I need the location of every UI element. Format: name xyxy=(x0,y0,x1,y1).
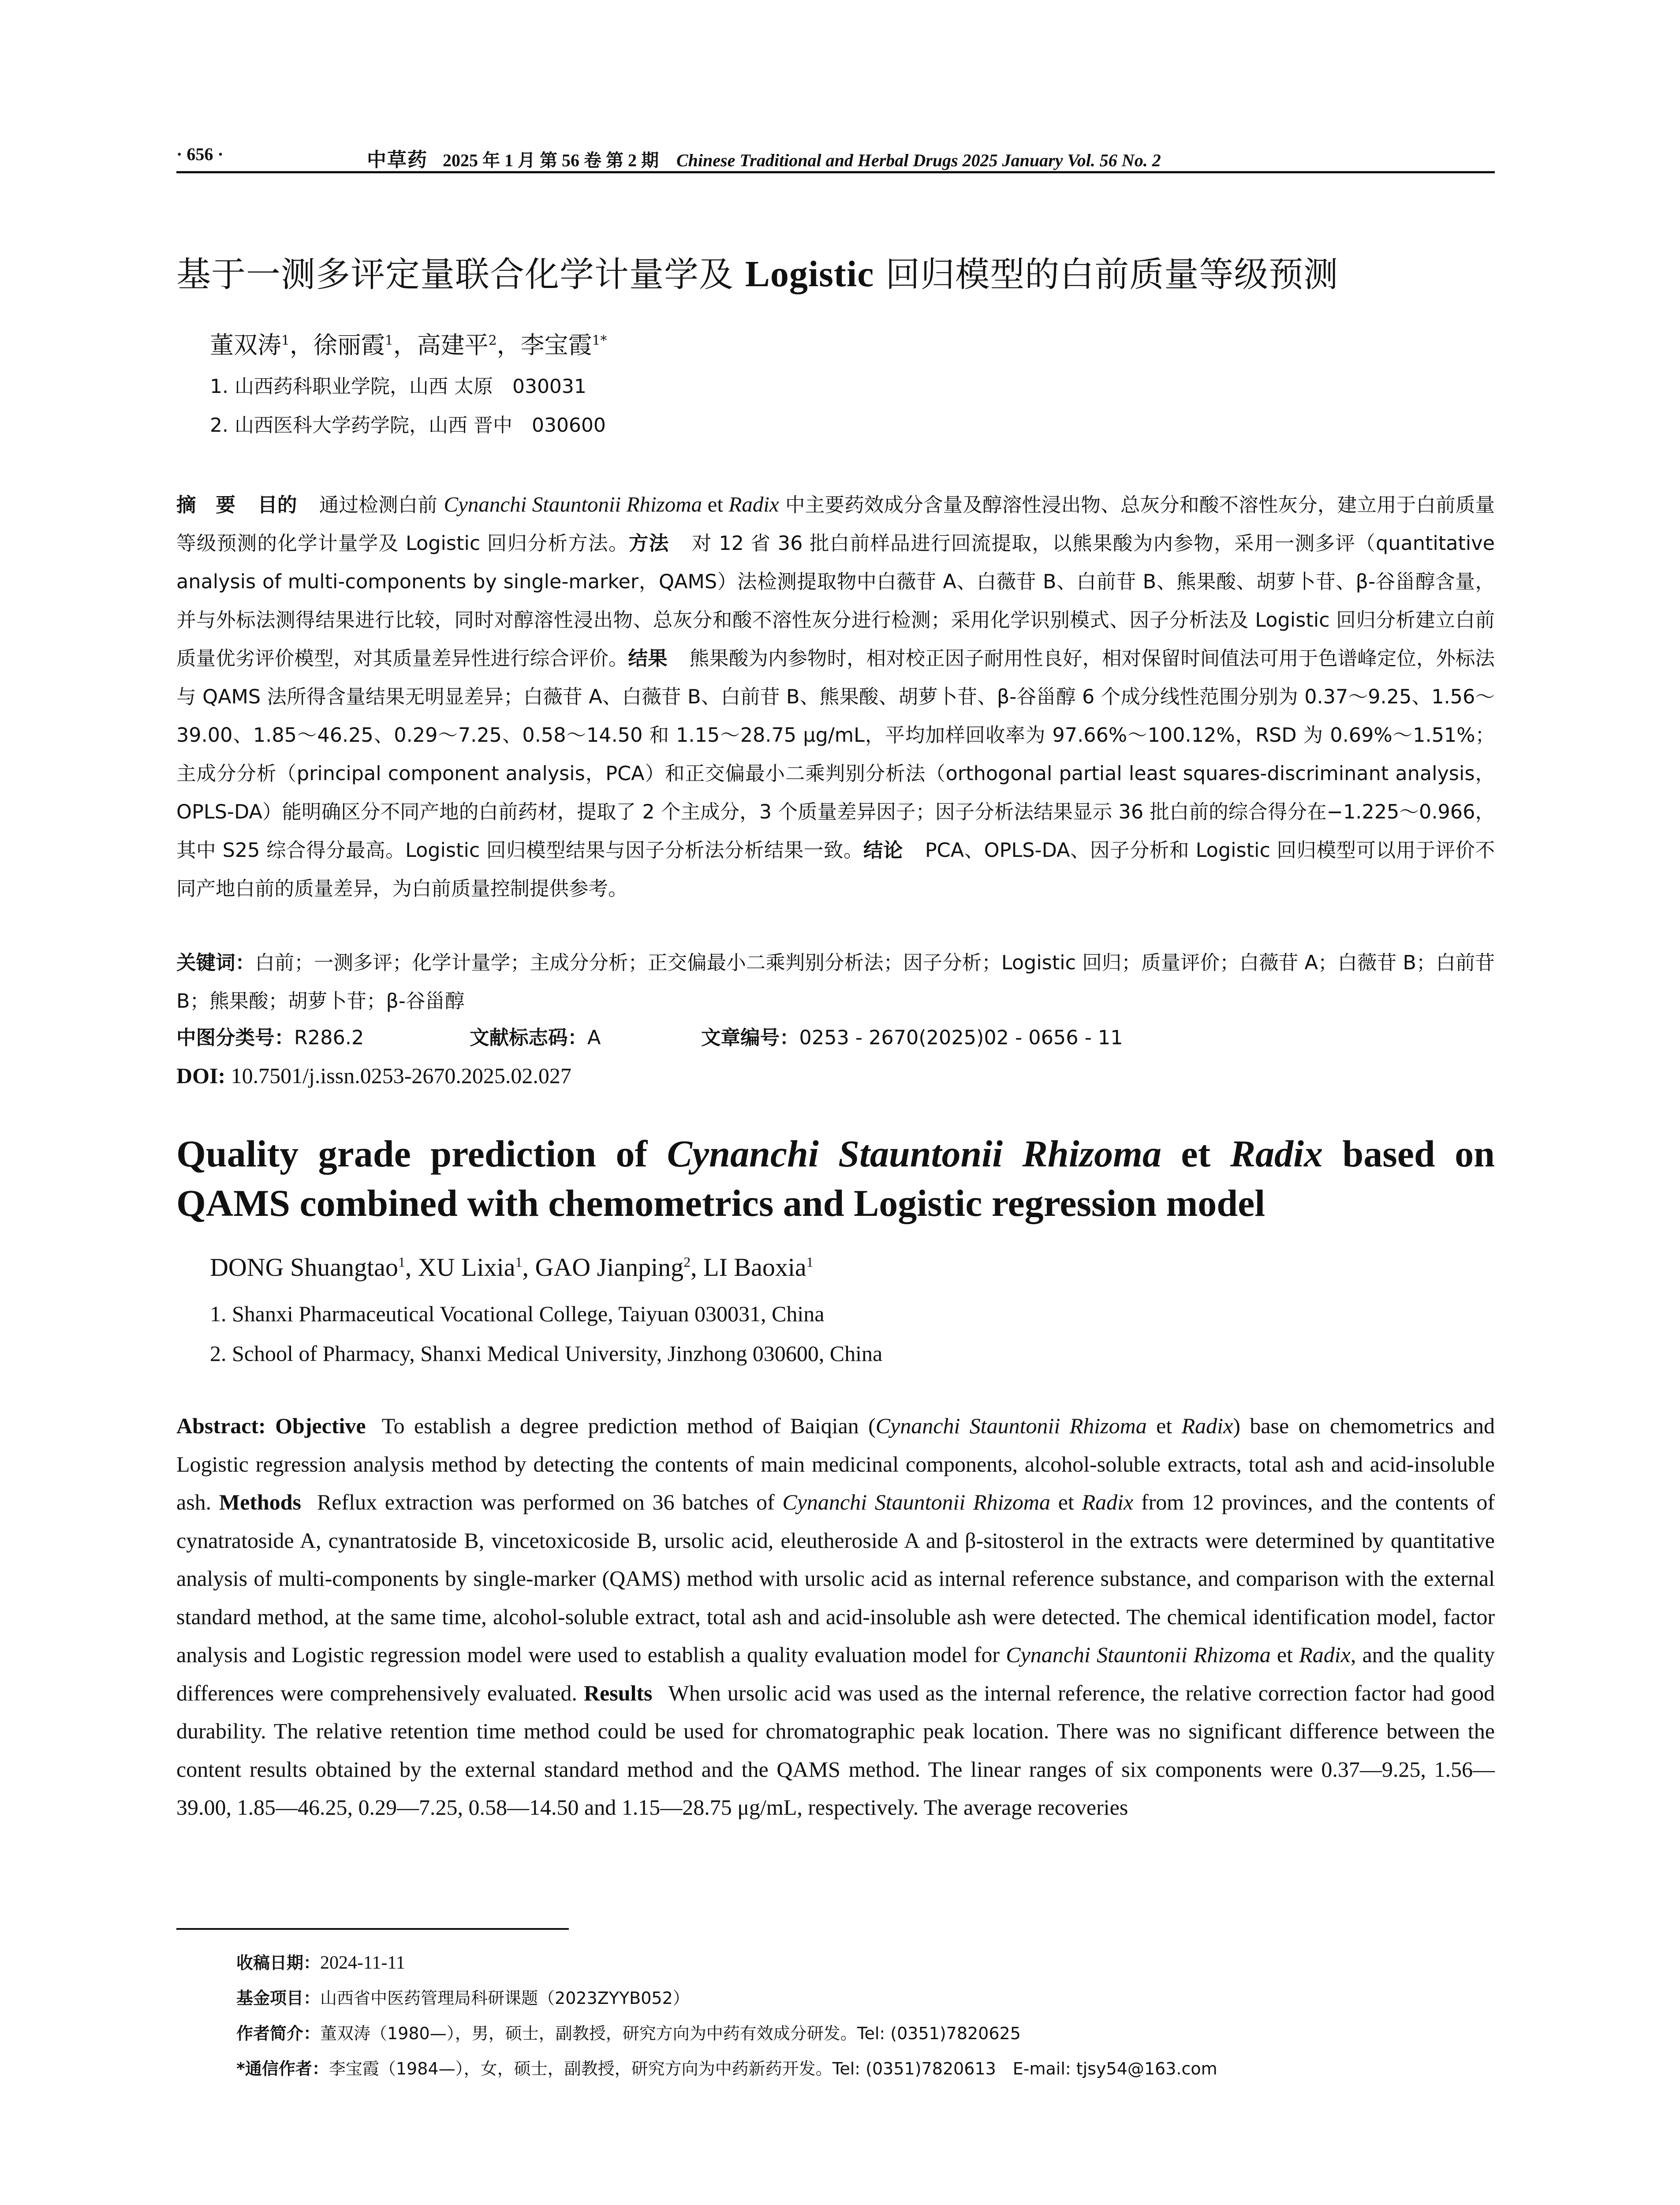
abstract-text: Reflux extraction was performed on 36 batches of xyxy=(317,1490,783,1514)
author-affiliation-mark: 1 xyxy=(385,333,393,348)
author-affiliation-mark: 1* xyxy=(592,333,607,348)
author-separator: ， xyxy=(393,331,417,359)
author-affiliation-mark: 1 xyxy=(806,1254,814,1270)
title-en-part: based on QAMS combined with chemometrics and Logistic regression model xyxy=(176,1132,1495,1224)
article-number-label: 文章编号： xyxy=(701,1027,799,1049)
issue-cn: 2025 年 1 月 第 56 卷 第 2 期 xyxy=(443,150,659,170)
abstract-text: et xyxy=(702,492,729,516)
affiliation-cn: 2. 山西医科大学药学院，山西 晋中 030600 xyxy=(210,414,606,437)
issue-en: Chinese Traditional and Herbal Drugs 2025 January Vol. 56 No. 2 xyxy=(676,150,1161,170)
abstract-text: PCA、OPLS-DA、因子分析和 Logistic 回归模型可以用于评价不同产地白前的质量差异，为白前质量控制提供参考。 xyxy=(176,839,1495,900)
abstract-label-cn: 摘 要 xyxy=(176,494,236,516)
abstract-text: , and the quality differences were comprehensively evaluated. xyxy=(176,1642,1495,1705)
keywords-cn xyxy=(176,944,1495,1020)
article-title-en xyxy=(176,1129,1495,1228)
footnote-label: 作者简介： xyxy=(236,2024,321,2043)
journal-citation xyxy=(367,144,1161,172)
methods-label-en: Methods xyxy=(219,1490,301,1514)
affiliation-en: 2. School of Pharmacy, Shanxi Medical University, Jinzhong 030600, China xyxy=(210,1341,883,1366)
title-cn-part: 基于一测多评定量联合化学计量学及 xyxy=(176,255,745,295)
doc-code-value: A xyxy=(587,1027,601,1049)
abstract-text: To establish a degree prediction method of Baiqian ( xyxy=(381,1413,876,1438)
abstract-text: 中主要药效成分含量及醇溶性浸出物、总灰分和酸不溶性灰分，建立用于白前质量等级预测的化学计量学及 Logistic 回归分析方法。 xyxy=(176,494,1495,555)
affiliation-cn: 1. 山西药科职业学院，山西 太原 030031 xyxy=(210,375,586,398)
title-cn-latin: Logistic xyxy=(745,254,874,295)
author-name: DONG Shuangtao xyxy=(210,1253,398,1282)
footnote-value: 2024-11-11 xyxy=(320,1953,405,1973)
results-label-cn: 结果 xyxy=(628,647,668,670)
doc-code-label: 文献标志码： xyxy=(470,1027,588,1049)
abstract-text: ) base on chemometrics and Logistic regression analysis method by detecting the contents of main medicinal components, alcohol-soluble extracts, total ash and acid-insoluble ash. xyxy=(176,1413,1495,1514)
abstract-text: et xyxy=(1270,1642,1299,1667)
footnote-value: 董双涛（1980—），男，硕士，副教授，研究方向为中药有效成分研发。Tel: (0351)7820625 xyxy=(320,2024,1021,2043)
footnote-label: 基金项目： xyxy=(236,1988,321,2008)
abstract-text: from 12 provinces, and the contents of cynatratoside A, cynantratoside B, vincetoxicoside B, ursolic acid, eleutheroside A and β-sitosterol in the extracts were determined by quantitative analysis of multi-components by single-marker (QAMS) method with ursolic acid as internal reference substance, and comparison with the external standard method, at the same time, alcohol-soluble extract, total ash and acid-insoluble ash were detected. The chemical identification model, factor analysis and Logistic regression model were used to establish a quality evaluation model for xyxy=(176,1490,1495,1667)
author-list-en xyxy=(210,1252,814,1282)
header-rule xyxy=(176,171,1495,173)
methods-label-cn: 方法 xyxy=(628,532,669,555)
author-affiliation-mark: 2 xyxy=(488,333,497,348)
author-affiliation-mark: 1 xyxy=(398,1254,405,1270)
author-separator: ， xyxy=(289,331,314,359)
author-name: , XU Lixia xyxy=(405,1253,515,1282)
journal-name-cn: 中草药 xyxy=(367,149,428,171)
footnote-fund xyxy=(236,1984,690,2009)
author-name: 徐丽霞 xyxy=(313,331,385,359)
title-en-part: Quality grade prediction of xyxy=(176,1132,667,1175)
author-name: 高建平 xyxy=(417,331,489,359)
author-name: 董双涛 xyxy=(210,331,281,359)
keywords-text: 白前；一测多评；化学计量学；主成分分析；正交偏最小二乘判别分析法；因子分析；Logistic 回归；质量评价；白薇苷 A；白薇苷 B；白前苷 B；熊果酸；胡萝卜苷；β-谷甾醇 xyxy=(176,952,1495,1013)
footnote-label: 收稿日期： xyxy=(236,1953,321,1973)
abstract-text: et xyxy=(1146,1413,1182,1438)
author-affiliation-mark: 1 xyxy=(515,1254,523,1270)
page-number: · 656 · xyxy=(176,144,224,164)
footnote-author-bio xyxy=(236,2020,1021,2044)
abstract-label-en: Abstract: xyxy=(176,1413,266,1438)
species-name: Cynanchi Stauntonii Rhizoma xyxy=(444,492,702,516)
species-name: Radix xyxy=(1082,1490,1134,1514)
species-name: Radix xyxy=(728,492,779,516)
abstract-text: When ursolic acid was used as the internal reference, the relative correction factor had good durability. The relative retention time method could be used for chromatographic peak location. There was no significant difference between the content results obtained by the external standard method and the QAMS method. The linear ranges of six components were 0.37—9.25, 1.56—39.00, 1.85—46.25, 0.29—7.25, 0.58—14.50 and 1.15—28.75 μg/mL, respectively. The average recoveries xyxy=(176,1680,1495,1820)
footnote-rule xyxy=(176,1928,569,1930)
title-cn-part: 回归模型的白前质量等级预测 xyxy=(874,255,1339,295)
conclusion-label-cn: 结论 xyxy=(863,839,903,862)
article-title-cn xyxy=(176,247,1338,296)
abstract-cn xyxy=(176,485,1495,908)
clc-label: 中图分类号： xyxy=(176,1027,295,1049)
keywords-label: 关键词： xyxy=(176,952,255,974)
author-name: , GAO Jianping xyxy=(522,1253,684,1282)
footnote-corresponding-author xyxy=(236,2055,1217,2079)
title-en-italic: Radix xyxy=(1230,1132,1323,1175)
footnote-label: *通信作者： xyxy=(236,2059,329,2078)
doi-label: DOI: xyxy=(176,1063,226,1088)
doi-link[interactable]: 10.7501/j.issn.0253-2670.2025.02.027 xyxy=(225,1063,571,1088)
title-en-part: et xyxy=(1161,1132,1230,1175)
species-name: Radix xyxy=(1299,1642,1351,1667)
species-name: Cynanchi Stauntonii Rhizoma xyxy=(875,1413,1147,1438)
title-en-italic: Cynanchi Stauntonii Rhizoma xyxy=(667,1132,1161,1175)
abstract-text: 对 12 省 36 批白前样品进行回流提取，以熊果酸为内参物，采用一测多评（quantitative analysis of multi-components by single-marker，QAMS）法检测提取物中白薇苷 A、白薇苷 B、白前苷 B、熊果酸、胡萝卜苷、β-谷甾醇含量，并与外标法测得结果进行比较，同时对醇溶性浸出物、总灰分和酸不溶性灰分进行检测；采用化学识别模式、因子分析法及 Logistic 回归分析建立白前质量优劣评价模型，对其质量差异性进行综合评价。 xyxy=(176,532,1495,670)
abstract-text: 通过检测白前 xyxy=(319,494,444,516)
abstract-text: 熊果酸为内参物时，相对校正因子耐用性良好，相对保留时间值法可用于色谱峰定位，外标法与 QAMS 法所得含量结果无明显差异；白薇苷 A、白薇苷 B、白前苷 B、熊果酸、胡萝卜苷、β-谷甾醇 6 个成分线性范围分别为 0.37～9.25、1.56～39.00、1.85～46.25、0.29～7.25、0.58～14.50 和 1.15～28.75 μg/mL，平均加样回收率为 97.66%～100.12%，RSD 为 0.69%～1.51%；主成分分析（principal component analysis，PCA）和正交偏最小二乘判别分析法（orthogonal partial least squares-discriminant analysis，OPLS-DA）能明确区分不同产地的白前药材，提取了 2 个主成分，3 个质量差异因子；因子分析法结果显示 36 批白前的综合得分在−1.225～0.966，其中 S25 综合得分最高。Logistic 回归模型结果与因子分析法分析结果一致。 xyxy=(176,647,1495,862)
footnote-received xyxy=(236,1949,405,1973)
author-name: 李宝霞 xyxy=(520,331,592,359)
author-list-cn xyxy=(210,326,607,360)
running-header xyxy=(176,140,1495,171)
abstract-text: et xyxy=(1050,1490,1082,1514)
author-separator: ， xyxy=(497,331,521,359)
footnote-value: 山西省中医药管理局科研课题（2023ZYYB052） xyxy=(320,1988,690,2008)
clc-value: R286.2 xyxy=(294,1027,364,1049)
doi-line xyxy=(176,1063,571,1088)
results-label-en: Results xyxy=(583,1680,653,1705)
objective-label-cn: 目的 xyxy=(258,494,297,516)
author-affiliation-mark: 1 xyxy=(281,333,290,348)
species-name: Radix xyxy=(1181,1413,1233,1438)
abstract-en xyxy=(176,1407,1495,1827)
affiliation-en: 1. Shanxi Pharmaceutical Vocational College, Taiyuan 030031, China xyxy=(210,1301,825,1326)
author-name: , LI Baoxia xyxy=(691,1253,806,1282)
footnote-value: 李宝霞（1984—），女，硕士，副教授，研究方向为中药新药开发。Tel: (0351)7820613 E-mail: tjsy54@163.com xyxy=(329,2059,1217,2078)
species-name: Cynanchi Stauntonii Rhizoma xyxy=(1006,1642,1271,1667)
author-affiliation-mark: 2 xyxy=(683,1254,691,1270)
objective-label-en: Objective xyxy=(275,1413,366,1438)
article-number-value: 0253 - 2670(2025)02 - 0656 - 11 xyxy=(799,1027,1123,1049)
species-name: Cynanchi Stauntonii Rhizoma xyxy=(782,1490,1051,1514)
